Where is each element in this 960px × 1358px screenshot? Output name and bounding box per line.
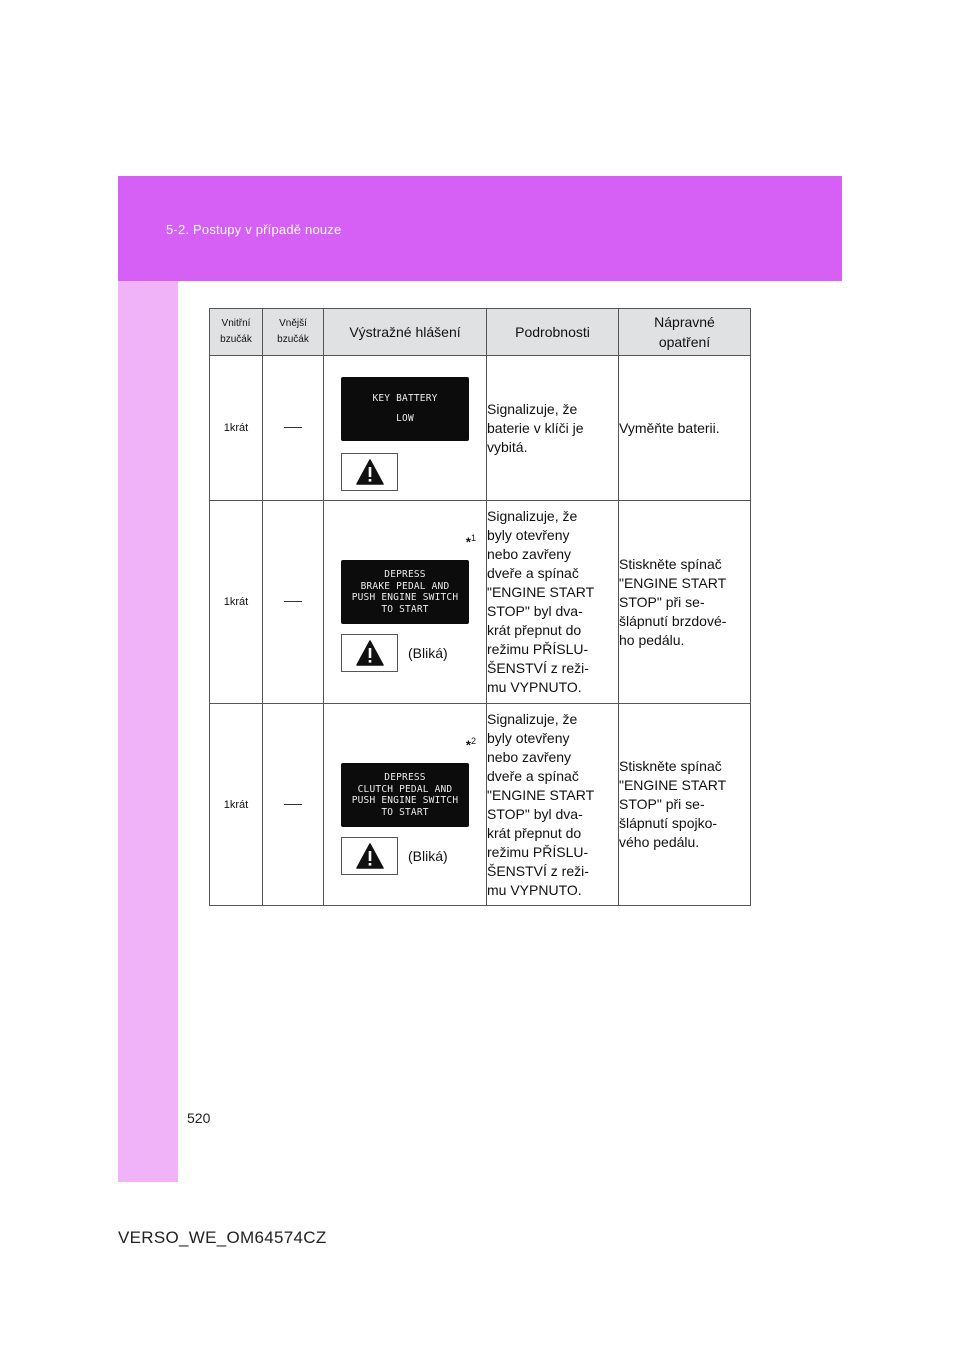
header-action: Nápravné opatření [619, 309, 751, 356]
lcd-message: DEPRESS BRAKE PEDAL AND PUSH ENGINE SWITCH TO START [341, 560, 469, 624]
document-code: VERSO_WE_OM64574CZ [118, 1228, 327, 1247]
section-title: 5-2. Postupy v případě nouze [166, 222, 342, 237]
side-strip [118, 281, 178, 1182]
header-warning-message: Výstražné hlášení [324, 309, 487, 356]
lcd-message: DEPRESS CLUTCH PEDAL AND PUSH ENGINE SWITCH TO START [341, 763, 469, 827]
table-header-row [210, 309, 751, 356]
details-text: Signalizuje, že byly otevřeny nebo zavřeny dveře a spínač "ENGINE START STOP" byl dva- krát přepnut do režimu PŘÍSLU- ŠENSTVÍ z reži- mu VYPNUTO. [487, 501, 619, 704]
header-details: Podrobnosti [487, 309, 619, 356]
inner-buzzer-count: 1krát [210, 704, 263, 906]
warning-display [324, 501, 487, 704]
outer-buzzer-none [263, 356, 324, 501]
warning-triangle-icon [341, 634, 398, 672]
flash-label: (Bliká) [408, 848, 448, 864]
page-number: 520 [187, 1110, 211, 1126]
details-text: Signalizuje, že byly otevřeny nebo zavřeny dveře a spínač "ENGINE START STOP" byl dva- krát přepnut do režimu PŘÍSLU- ŠENSTVÍ z reži- mu VYPNUTO. [487, 704, 619, 906]
table-row [210, 356, 751, 501]
warning-triangle-icon [341, 837, 398, 875]
inner-buzzer-count: 1krát [210, 356, 263, 501]
footnote-marker: *$^2$ [465, 736, 476, 753]
warning-table [209, 308, 751, 906]
warning-display [324, 356, 487, 501]
header-outer-buzzer: Vnější bzučák [263, 309, 324, 356]
footnote-marker: *$^1$ [465, 533, 476, 550]
inner-buzzer-count: 1krát [210, 501, 263, 704]
table-row [210, 501, 751, 704]
lcd-message: KEY BATTERY LOW [341, 377, 469, 441]
header-inner-buzzer: Vnitřní bzučák [210, 309, 263, 356]
warning-triangle-icon [341, 453, 398, 491]
details-text: Signalizuje, že baterie v klíči je vybitá. [487, 356, 619, 501]
outer-buzzer-none [263, 501, 324, 704]
action-text: Stiskněte spínač "ENGINE START STOP" při se- šlápnutí brzdové- ho pedálu. [619, 501, 751, 704]
action-text: Stiskněte spínač "ENGINE START STOP" při se- šlápnutí spojko- vého pedálu. [619, 704, 751, 906]
section-header-band [118, 176, 842, 281]
warning-display [324, 704, 487, 906]
table-row [210, 704, 751, 906]
flash-label: (Bliká) [408, 645, 448, 661]
action-text: Vyměňte baterii. [619, 356, 751, 501]
outer-buzzer-none [263, 704, 324, 906]
